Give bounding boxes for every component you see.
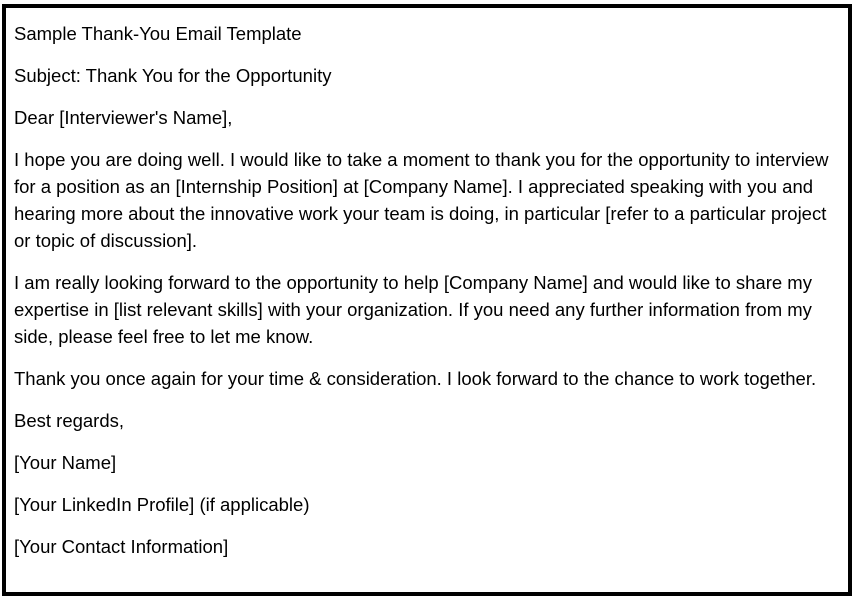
email-closing: Best regards, [14,410,125,431]
signature-linkedin: [Your LinkedIn Profile] (if applicable) [14,494,310,515]
email-paragraph-interest: I am really looking forward to the opportunity to help [Company Name] and would like to share my expertise in [list relevant skills] with your organization. If you need any further information from my side, please feel free to let me know. [14,272,812,347]
signature-contact: [Your Contact Information] [14,536,229,557]
template-heading: Sample Thank-You Email Template [14,23,302,44]
email-paragraph-thanks: Thank you once again for your time & consideration. I look forward to the chance to work together. [14,368,817,389]
email-paragraph-intro: I hope you are doing well. I would like to take a moment to thank you for the opportunity to interview for a position as an [Internship Position] at [Company Name]. I appreciated speaking with you and hearing more about the innovative work your team is doing, in particular [refer to a particular project or topic of discussion]. [14,149,829,251]
email-template-body [14,20,840,575]
email-subject-line: Subject: Thank You for the Opportunity [14,65,332,86]
signature-name: [Your Name] [14,452,117,473]
email-salutation: Dear [Interviewer's Name], [14,107,233,128]
email-template-frame [2,4,852,596]
